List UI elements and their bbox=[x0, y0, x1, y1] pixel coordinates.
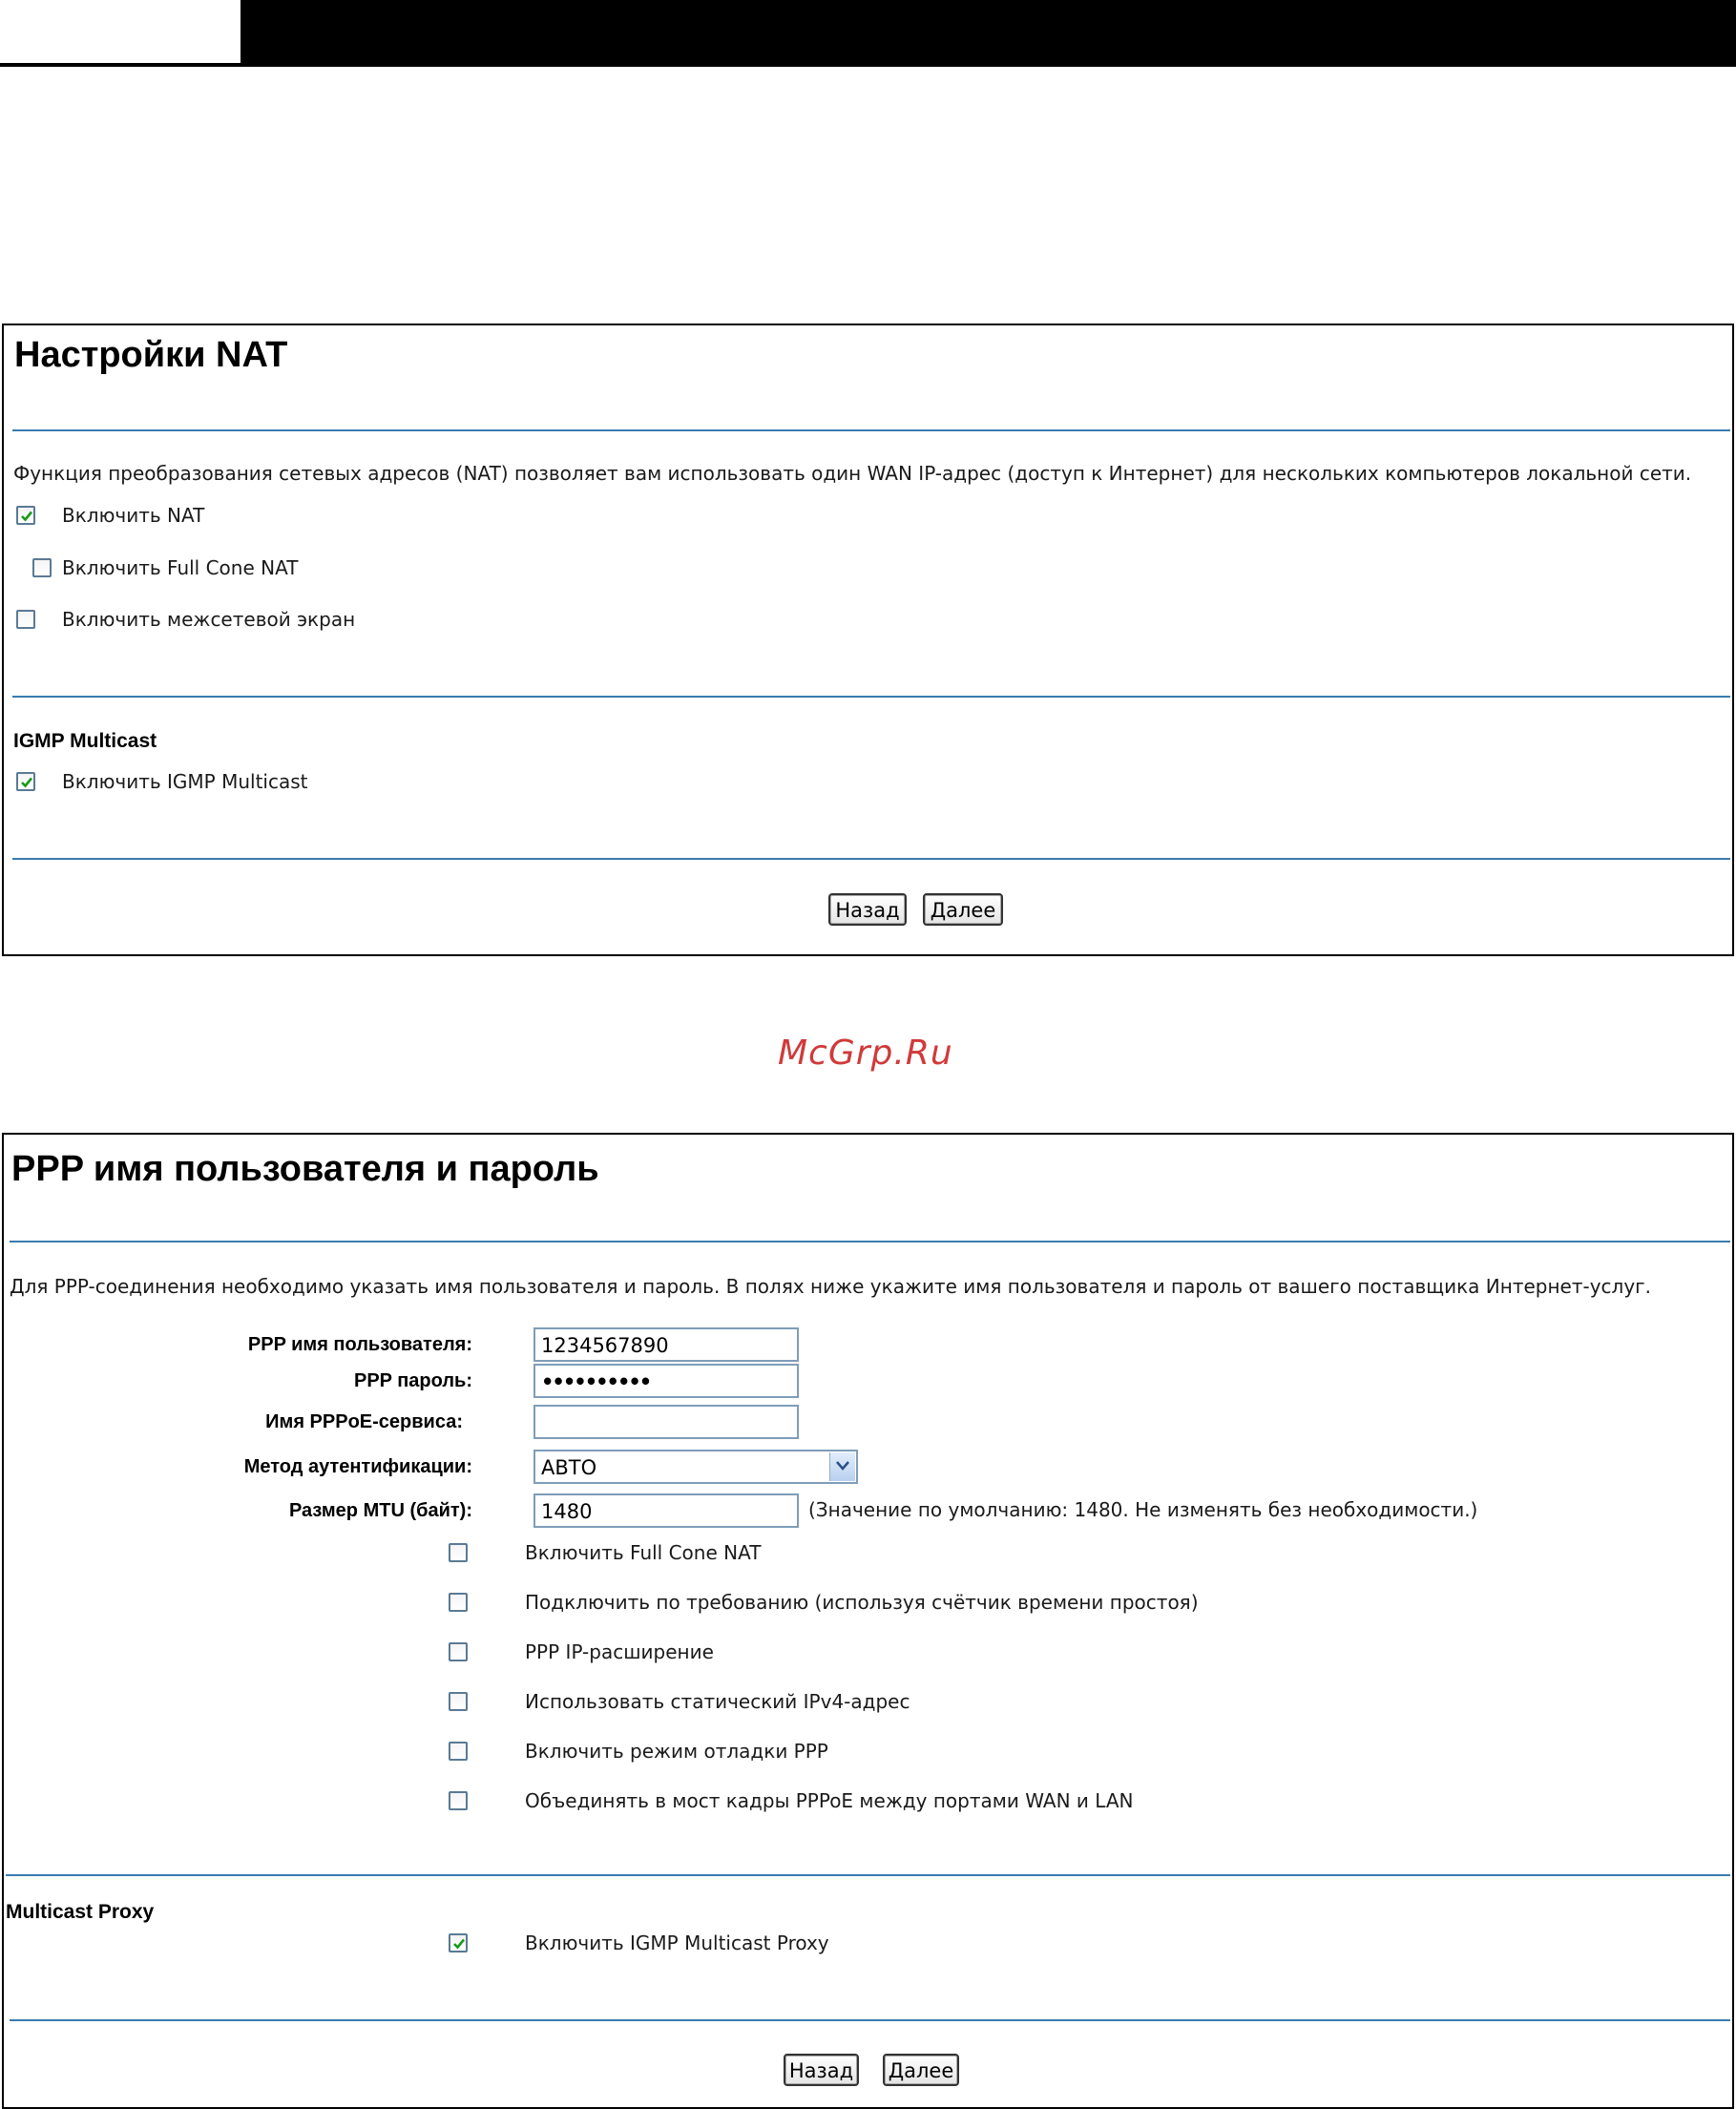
connect-on-demand-label: Подключить по требованию (используя счётчик времени простоя) bbox=[525, 1591, 1199, 1614]
ppp-credentials-panel bbox=[2, 1133, 1734, 2109]
enable-firewall-checkbox[interactable] bbox=[16, 610, 35, 629]
static-ipv4-label: Использовать статический IPv4-адрес bbox=[525, 1690, 910, 1713]
full-cone-nat-label: Включить Full Cone NAT bbox=[525, 1541, 762, 1564]
next-button[interactable]: Далее bbox=[883, 2054, 959, 2086]
pppoe-bridge-label: Объединять в мост кадры PPPoE между портами WAN и LAN bbox=[525, 1789, 1134, 1812]
auth-method-select[interactable] bbox=[533, 1450, 858, 1484]
enable-igmp-multicast-checkbox[interactable] bbox=[16, 772, 35, 791]
divider bbox=[12, 429, 1730, 431]
auth-method-label: Метод аутентификации: bbox=[243, 1456, 472, 1477]
pppoe-service-label: Имя PPPoE-сервиса: bbox=[265, 1411, 463, 1432]
ppp-ip-extension-label: PPP IP-расширение bbox=[525, 1640, 714, 1663]
ppp-username-label: PPP имя пользователя: bbox=[247, 1334, 472, 1355]
page-title: PPP имя пользователя и пароль bbox=[11, 1149, 599, 1189]
ppp-ip-extension-checkbox[interactable] bbox=[449, 1642, 468, 1661]
igmp-multicast-proxy-label: Включить IGMP Multicast Proxy bbox=[525, 1932, 829, 1954]
nat-description: Функция преобразования сетевых адресов (NAT) позволяет вам использовать один WAN IP-адрес (доступ к Интернет) для нескольких компьютеров локальной сети. bbox=[13, 462, 1692, 485]
mtu-hint: (Значение по умолчанию: 1480. Не изменять без необходимости.) bbox=[808, 1498, 1478, 1521]
connect-on-demand-checkbox[interactable] bbox=[449, 1593, 468, 1612]
back-button[interactable]: Назад bbox=[828, 893, 907, 926]
igmp-multicast-proxy-checkbox[interactable] bbox=[449, 1933, 468, 1952]
nat-settings-panel bbox=[2, 324, 1734, 956]
pppoe-bridge-checkbox[interactable] bbox=[449, 1791, 468, 1810]
static-ipv4-checkbox[interactable] bbox=[449, 1692, 468, 1711]
ppp-password-input[interactable]: •••••••••• bbox=[533, 1364, 799, 1398]
divider bbox=[10, 2019, 1730, 2021]
ppp-debug-label: Включить режим отладки PPP bbox=[525, 1740, 828, 1763]
checkmark-icon bbox=[19, 509, 34, 524]
mtu-size-input[interactable]: 1480 bbox=[533, 1493, 799, 1528]
watermark: McGrp.Ru bbox=[778, 1034, 953, 1073]
enable-igmp-multicast-label: Включить IGMP Multicast bbox=[62, 770, 308, 793]
page-title: Настройки NAT bbox=[14, 335, 288, 375]
page-header-bar bbox=[0, 0, 1736, 67]
enable-full-cone-nat-label: Включить Full Cone NAT bbox=[62, 556, 299, 579]
divider bbox=[12, 858, 1730, 860]
auth-method-value: АВТО bbox=[541, 1456, 597, 1479]
divider bbox=[6, 1874, 1730, 1876]
checkmark-icon bbox=[19, 775, 34, 790]
ppp-username-input[interactable]: 1234567890 bbox=[533, 1327, 799, 1362]
full-cone-nat-checkbox[interactable] bbox=[449, 1543, 468, 1562]
pppoe-service-input[interactable] bbox=[533, 1405, 799, 1439]
chevron-down-icon[interactable] bbox=[829, 1452, 855, 1481]
divider bbox=[10, 1241, 1730, 1242]
igmp-section-label: IGMP Multicast bbox=[13, 730, 157, 752]
ppp-debug-checkbox[interactable] bbox=[449, 1742, 468, 1761]
header-tab bbox=[0, 0, 241, 63]
ppp-password-label: PPP пароль: bbox=[353, 1370, 472, 1391]
mtu-size-label: Размер MTU (байт): bbox=[288, 1500, 472, 1521]
enable-nat-checkbox[interactable] bbox=[16, 506, 35, 525]
multicast-proxy-section-label: Multicast Proxy bbox=[6, 1901, 155, 1923]
ppp-description: Для PPP-соединения необходимо указать имя пользователя и пароль. В полях ниже укажите имя пользователя и пароль от вашего поставщика Интернет-услуг. bbox=[10, 1275, 1652, 1298]
back-button[interactable]: Назад bbox=[784, 2054, 859, 2086]
enable-nat-label: Включить NAT bbox=[62, 504, 205, 527]
divider bbox=[12, 696, 1730, 698]
enable-firewall-label: Включить межсетевой экран bbox=[62, 608, 356, 631]
checkmark-icon bbox=[451, 1936, 467, 1952]
next-button[interactable]: Далее bbox=[923, 893, 1003, 926]
enable-full-cone-nat-checkbox[interactable] bbox=[32, 558, 52, 577]
